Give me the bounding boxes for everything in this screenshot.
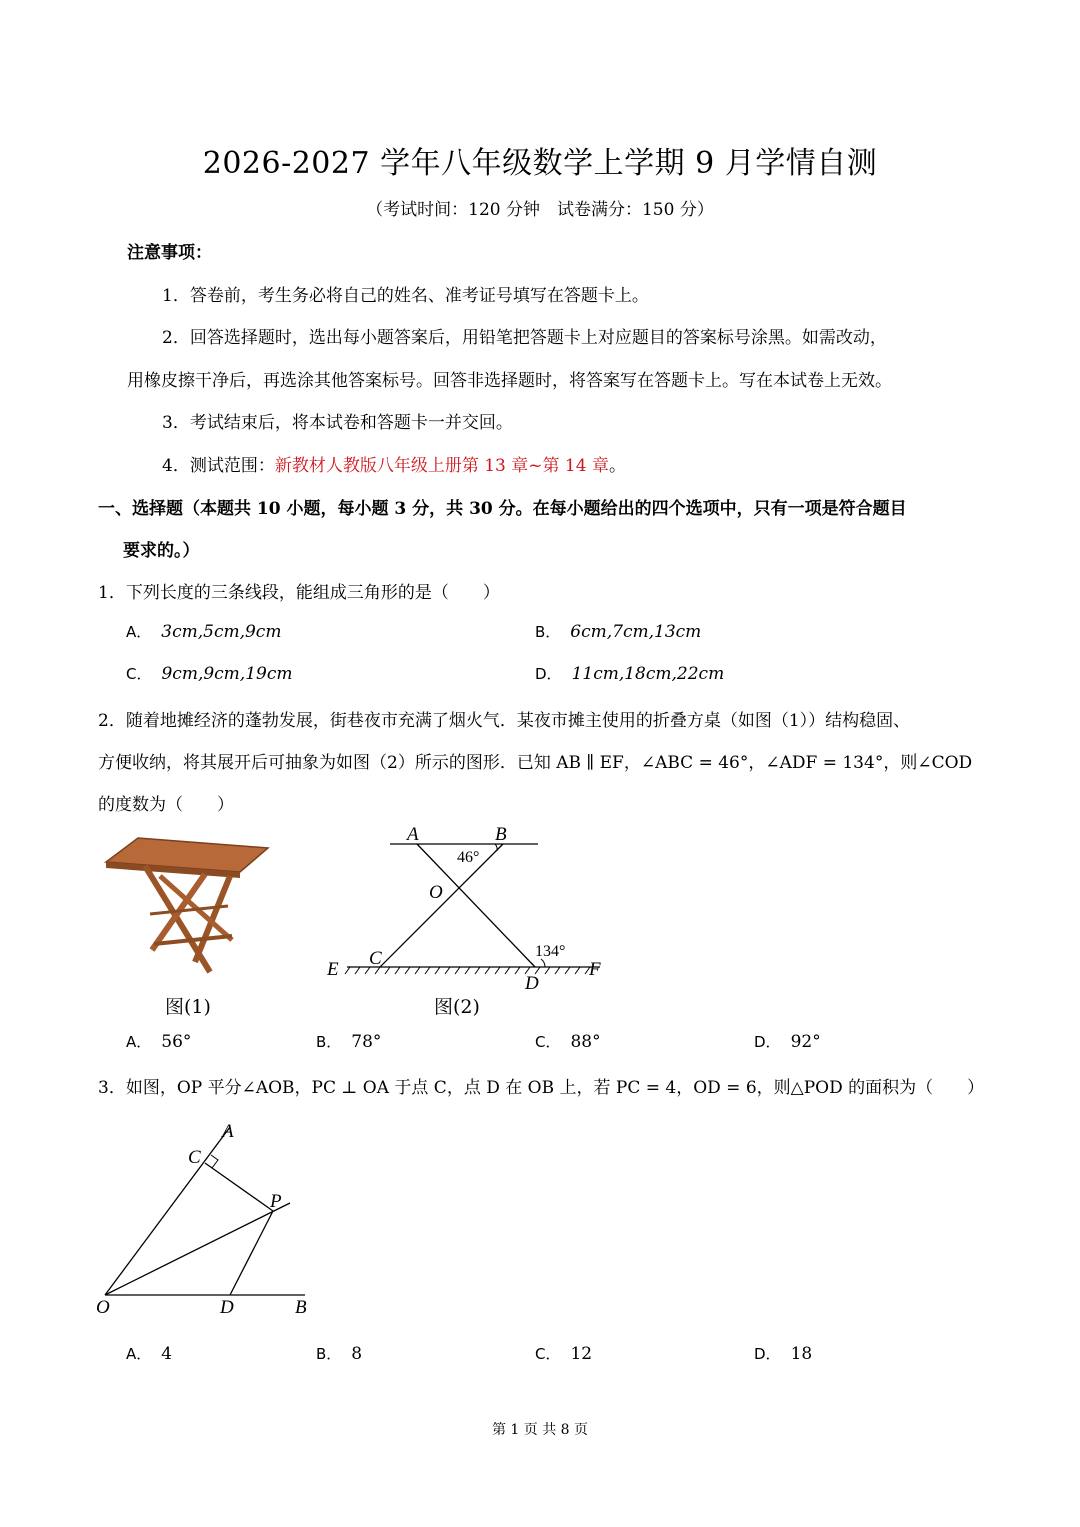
q1-option-c-text: 9cm,9cm,19cm (161, 664, 293, 684)
notice-item-3: 3．考试结束后，将本试卷和答题卡一并交回。 (162, 413, 513, 433)
question-2-line-3: 的度数为（ ） (98, 795, 234, 815)
q3-option-d (754, 1343, 812, 1364)
q3-option-d-key: D． (754, 1345, 781, 1363)
q1-option-d-key: D． (535, 665, 562, 683)
question-1-stem: 1．下列长度的三条线段，能组成三角形的是（ ） (98, 583, 500, 603)
q2-option-d-text: 92° (790, 1032, 821, 1052)
q2-option-b-text: 78° (351, 1032, 382, 1052)
q1-option-d (535, 663, 724, 684)
notice-item-2: 2．回答选择题时，选出每小题答案后，用铅笔把答题卡上对应题目的答案标号涂黑。如需改动， (162, 328, 887, 348)
scope-value: 新教材人教版八年级上册第 13 章~第 14 章 (274, 456, 609, 476)
segment-pc (205, 1163, 273, 1211)
angle-arc-d (541, 959, 545, 967)
q2-option-c-text: 88° (570, 1032, 601, 1052)
label-c: C (188, 1147, 201, 1168)
label-c: C (369, 948, 382, 969)
notice-item-4 (162, 451, 626, 476)
segment-bc (380, 844, 503, 967)
figure-2-diagram (325, 822, 610, 992)
q3-option-a-text: 4 (161, 1344, 173, 1364)
folding-table-photo (100, 832, 275, 982)
right-angle-mark (211, 1155, 218, 1168)
q1-option-c-key: C． (126, 665, 152, 683)
ray-oa (105, 1127, 230, 1295)
q3-option-d-text: 18 (790, 1344, 813, 1364)
notice-heading: 注意事项： (127, 243, 212, 263)
figure-3-diagram (90, 1115, 325, 1320)
q1-option-b-key: B． (535, 623, 561, 641)
label-e: E (327, 959, 339, 980)
q1-option-b (535, 621, 701, 642)
q2-option-b (316, 1031, 381, 1052)
ray-op (105, 1203, 290, 1295)
section-heading: 一、选择题（本题共 10 小题，每小题 3 分，共 30 分。在每小题给出的四个选项中，只有一项是符合题目 (98, 499, 907, 519)
figure-1-caption: 图(1) (165, 996, 211, 1018)
q3-option-c-text: 12 (570, 1344, 593, 1364)
q1-option-c (126, 663, 292, 684)
label-o: O (96, 1297, 110, 1318)
page-title: 2026-2027 学年八年级数学上学期 9 月学情自测 (202, 146, 878, 181)
q1-option-a (126, 621, 281, 642)
q3-option-c-key: C． (535, 1345, 561, 1363)
q3-option-a (126, 1343, 172, 1364)
q2-option-a-key: A． (126, 1033, 152, 1051)
q2-option-a-text: 56° (161, 1032, 192, 1052)
question-2-line-2: 方便收纳，将其展开后可抽象为如图（2）所示的图形．已知 AB ∥ EF，∠ABC = 46°，∠ADF = 134°，则∠COD (98, 753, 973, 773)
label-d: D (525, 973, 539, 992)
label-d: D (220, 1297, 234, 1318)
q3-option-b (316, 1343, 362, 1364)
q2-option-d (754, 1031, 821, 1052)
label-p: P (270, 1191, 282, 1212)
question-2-line-1: 2．随着地摊经济的蓬勃发展，街巷夜市充满了烟火气．某夜市摊主使用的折叠方桌（如图（1））结构稳固、 (98, 711, 911, 731)
segment-pd (230, 1211, 273, 1295)
notice-item-2-cont: 用橡皮擦干净后，再选涂其他答案标号。回答非选择题时，将答案写在答题卡上。写在本试卷上无效。 (127, 371, 892, 391)
section-heading-cont: 要求的。） (123, 541, 200, 561)
q2-option-c (535, 1031, 601, 1052)
scope-suffix: 。 (608, 456, 626, 476)
q2-option-b-key: B． (316, 1033, 342, 1051)
q3-option-a-key: A． (126, 1345, 152, 1363)
angle-arc-b (495, 844, 497, 851)
scope-prefix: 4．测试范围： (162, 456, 275, 476)
label-a: A (407, 824, 419, 845)
label-a: A (222, 1121, 234, 1142)
label-b: B (495, 824, 507, 845)
q1-option-a-text: 3cm,5cm,9cm (161, 622, 282, 642)
label-angle-46: 46° (457, 849, 480, 866)
q2-option-a (126, 1031, 191, 1052)
label-angle-134: 134° (535, 943, 566, 960)
figure-2-caption: 图(2) (434, 996, 480, 1018)
label-f: F (589, 959, 601, 980)
q2-option-d-key: D． (754, 1033, 781, 1051)
label-b: B (295, 1297, 307, 1318)
q1-option-a-key: A． (126, 623, 152, 641)
q3-option-b-text: 8 (351, 1344, 363, 1364)
q2-option-c-key: C． (535, 1033, 561, 1051)
question-3-stem: 3．如图，OP 平分∠AOB，PC ⊥ OA 于点 C，点 D 在 OB 上，若 PC = 4，OD = 6，则△POD 的面积为（ ） (98, 1078, 985, 1098)
notice-item-1: 1．答卷前，考生务必将自己的姓名、准考证号填写在答题卡上。 (162, 286, 649, 306)
exam-info: （考试时间：120 分钟 试卷满分：150 分） (366, 200, 714, 220)
q1-option-b-text: 6cm,7cm,13cm (570, 622, 702, 642)
q1-option-d-text: 11cm,18cm,22cm (571, 664, 725, 684)
label-o: O (429, 882, 443, 903)
ground-hatching (345, 967, 590, 974)
q3-option-b-key: B． (316, 1345, 342, 1363)
q3-option-c (535, 1343, 592, 1364)
page-footer: 第 1 页 共 8 页 (491, 1422, 589, 1438)
